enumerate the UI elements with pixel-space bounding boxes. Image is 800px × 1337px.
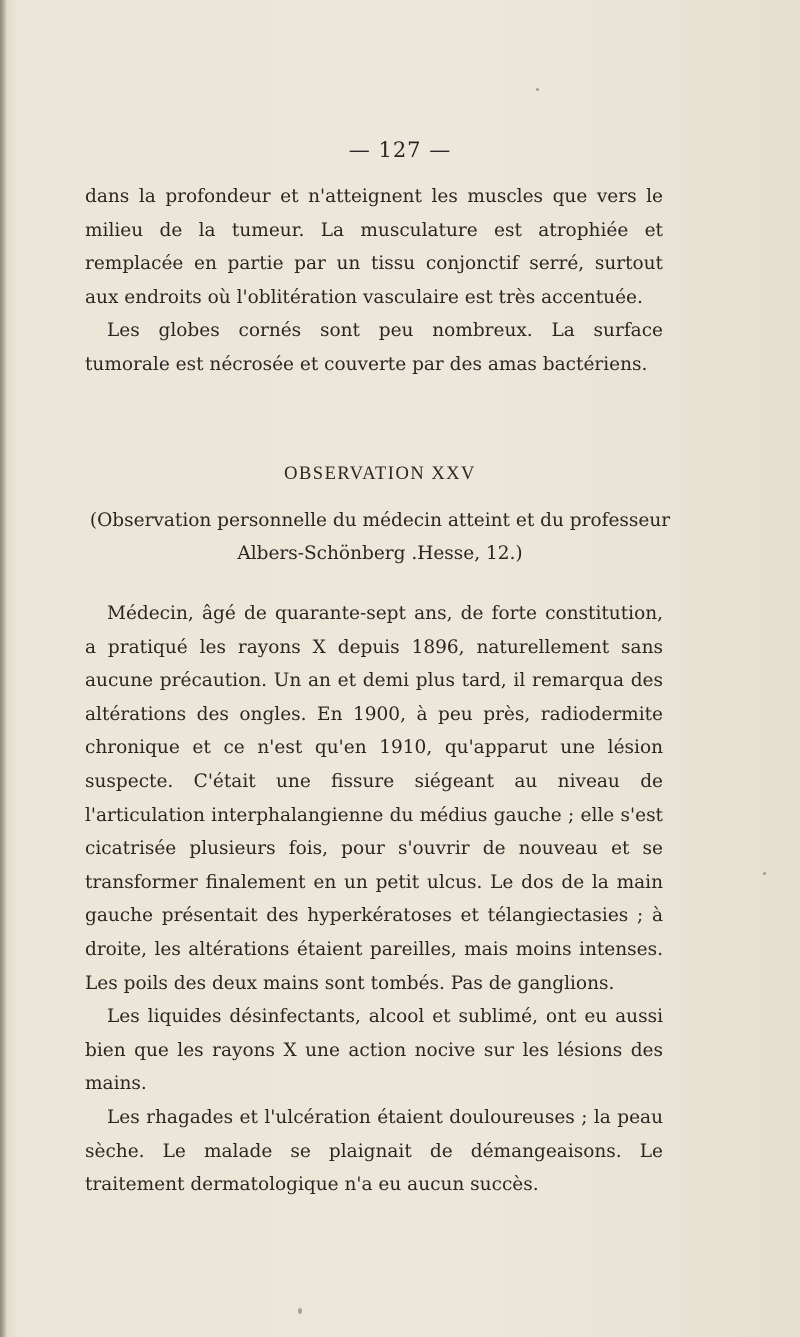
paragraph: Médecin, âgé de quarante-sept ans, de forte constitution, a pratiqué les rayons X depuis 1896, naturellement sans aucune précaution. Un an et demi plus tard, il remarqua des altérations des ongles. En 1900, à peu près, radiodermite chronique et ce n'est qu'en 1910, qu'apparut une lésion suspecte. C'était une fissure siégeant au niveau de l'articulation interphalangienne du médius gauche ; elle s'est cicatrisée plusieurs fois, pour s'ouvrir de nouveau et se transformer finalement en un petit ulcus. Le dos de la main gauche présentait des hyperkératoses et télangiectasies ; à droite, les altérations étaient pareilles, mais moins intenses. Les poils des deux mains sont tombés. Pas de ganglions.: [85, 603, 663, 994]
observation-subtitle: (Observation personnelle du médecin atteint et du professeur Albers-Schönberg .Hesse, 12.): [89, 510, 671, 564]
paper-speck: [536, 88, 539, 91]
text-block-top: [85, 180, 663, 382]
text-block-main: [85, 597, 663, 1202]
observation-title: OBSERVATION XXV: [284, 464, 476, 484]
paragraph: Les rhagades et l'ulcération étaient douloureuses ; la peau sèche. Le malade se plaignait de démangeaisons. Le traitement dermatologique n'a eu aucun succès.: [85, 1106, 663, 1196]
paper-speck: [298, 1308, 302, 1314]
paragraph: Les liquides désinfectants, alcool et sublimé, ont eu aussi bien que les rayons X une action nocive sur les lésions des mains.: [85, 1006, 663, 1095]
page-number: — 127 —: [348, 138, 452, 162]
page-edge: [0, 0, 6, 1337]
paragraph: dans la profondeur et n'atteignent les muscles que vers le milieu de la tumeur. La musculature est atrophiée et remplacée en partie par un tissu conjonctif serré, surtout aux endroits où l'oblitération vasculaire est très accentuée.: [85, 186, 663, 308]
paragraph: Les globes cornés sont peu nombreux. La surface tumorale est nécrosée et couverte par des amas bactériens.: [85, 320, 663, 375]
paper-speck: [763, 872, 766, 875]
